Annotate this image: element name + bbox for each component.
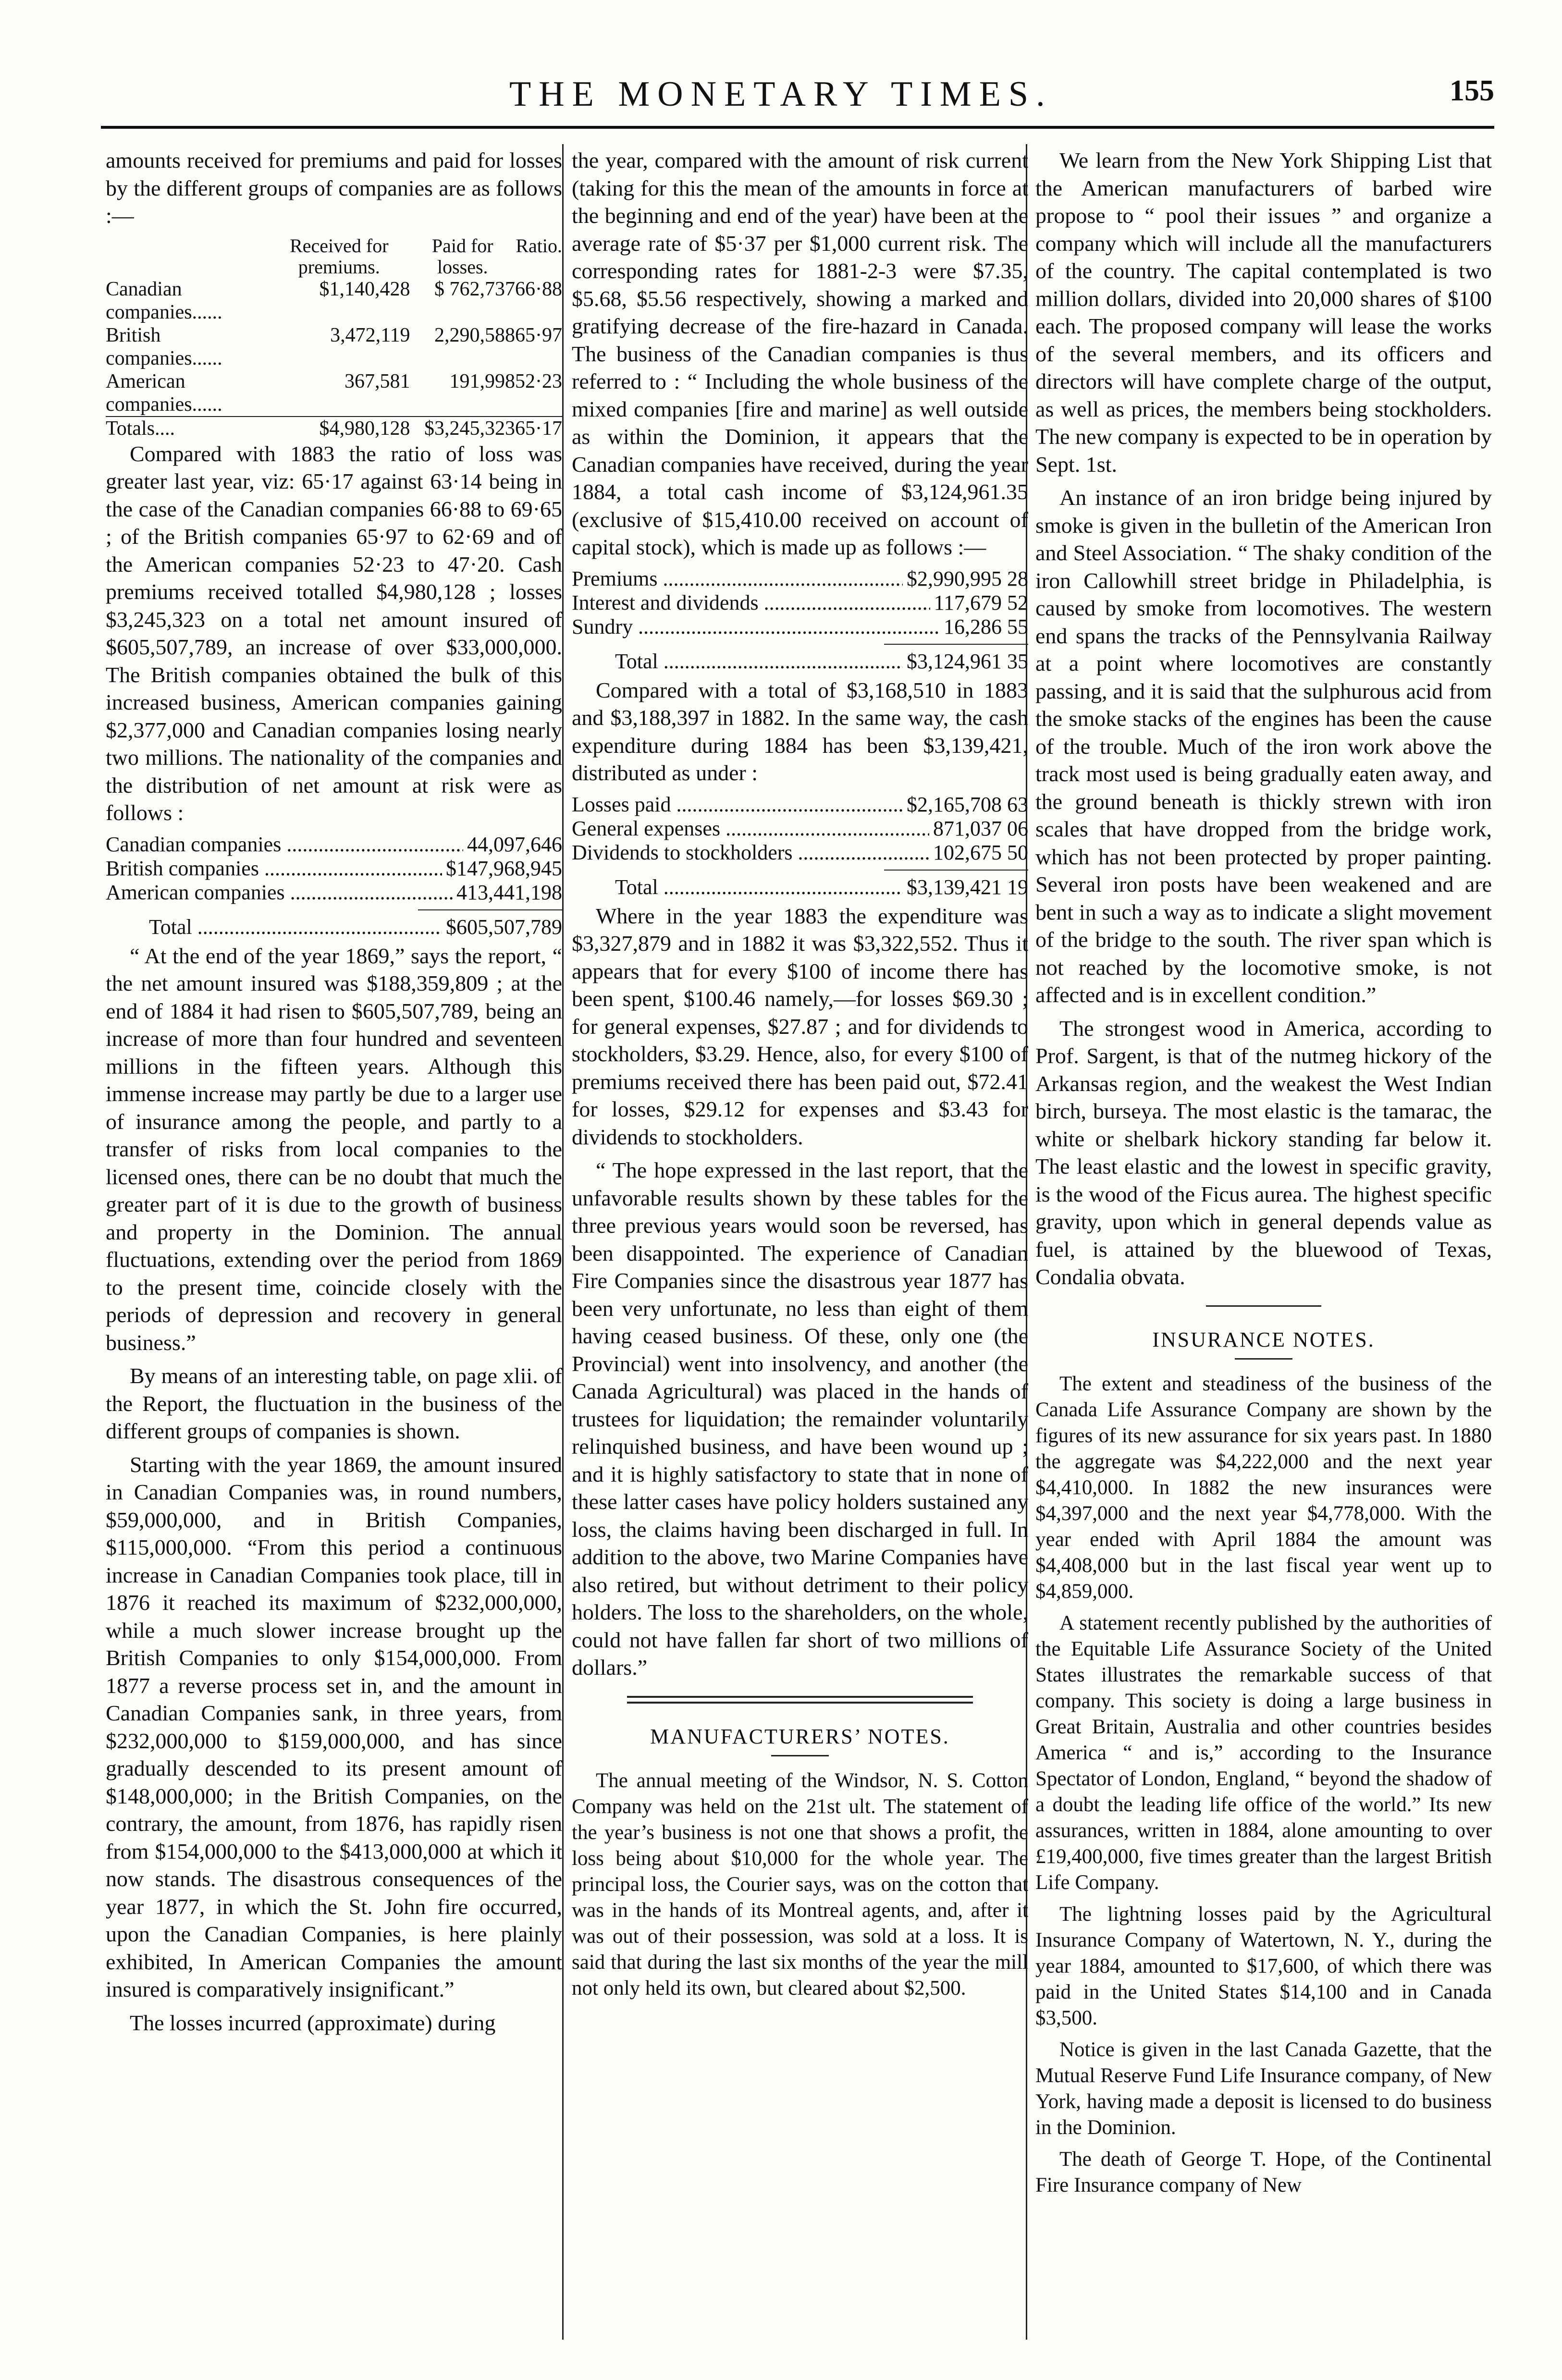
item-label: General expenses ..... <box>572 817 929 841</box>
page-header <box>101 67 1494 120</box>
cell-ratio: 65·17 <box>515 417 562 440</box>
total-rule <box>884 870 1028 871</box>
item-label: British companies ..... <box>106 857 442 881</box>
cell-received: $4,980,128 <box>319 417 410 440</box>
cell-received: $1,140,428 <box>319 278 410 300</box>
risk-distribution-list <box>106 833 562 939</box>
paragraph: Where in the year 1883 the expenditure was $3,327,879 and in 1882 it was $3,322,552. Thus it appears that for every $100 of income there has been spent, $100.46 namely,—for losses $69.30 ; for general expenses, $27.87 ; and for dividends to stockholders, $3.29. Hence, also, for every $100 of premiums received there has been paid out, $72.41 for losses, $29.12 for expenses and $3.43 for dividends to stockholders. <box>572 903 1028 1149</box>
list-item <box>572 841 1028 865</box>
table-header-row <box>106 235 562 278</box>
item-label: Sundry ..... <box>572 615 940 639</box>
paragraph: The death of George T. Hope, of the Continental Fire Insurance company of New <box>1035 2148 1492 2196</box>
item-value: $3,139,421 19 <box>907 875 1028 899</box>
item-label: Premiums ..... <box>572 567 903 591</box>
column-2 <box>572 147 1028 2337</box>
list-total <box>106 915 562 939</box>
page-number: 155 <box>1450 74 1494 107</box>
item-label: Losses paid ..... <box>572 793 903 817</box>
column-divider <box>562 144 564 2340</box>
column-header: Received for premiums. <box>290 234 389 278</box>
header-rule <box>101 126 1494 129</box>
premiums-losses-table <box>106 235 562 440</box>
item-value: $2,990,995 28 <box>907 566 1028 590</box>
paragraph: The lightning losses paid by the Agricultural Insurance Company of Watertown, N. Y., during the year 1884, amounted to $17,600, of which there was paid in the United States $14,100 and in Canada $3,500. <box>1035 1903 1492 2029</box>
paragraph: Notice is given in the last Canada Gazette, that the Mutual Reserve Fund Life Insurance company, of New York, having made a deposit is licensed to do business in the Dominion. <box>1035 2038 1492 2139</box>
column-header: Ratio. <box>516 234 562 257</box>
item-value: 117,679 52 <box>934 590 1028 614</box>
heading-rule <box>1235 1358 1292 1360</box>
paragraph: We learn from the New York Shipping List that the American manufacturers of barbed wire propose to “ pool their issues ” and organize a company which will include all the manufacturers of the country. The capital contemplated is two million dollars, divided into 20,000 shares of $100 each. The proposed company will lease the works of the several members, and its officers and directors will have complete charge of the output, as well as prices, the members being stockholders. The new company is expected to be in operation by Sept. 1st. <box>1035 148 1492 477</box>
item-value: 44,097,646 <box>467 832 562 856</box>
list-total <box>572 650 1028 674</box>
cell-paid: $3,245,323 <box>424 417 515 440</box>
column-header: Paid for losses. <box>431 234 493 278</box>
cell-paid: 2,290,588 <box>434 324 515 346</box>
paragraph: The annual meeting of the Windsor, N. S. Cotton Company was held on the 21st ult. The statement of the year’s business is not one that shows a profit, the loss being about $10,000 for the whole year. The principal loss, the Courier says, was on the cotton that was in the hands of its Montreal agents, and, after it was out of their possession, was sold at a loss. It is said that during the last six months of the year the mill not only held its own, but cleared about $2,500. <box>572 1769 1028 2000</box>
column-1 <box>106 147 562 2337</box>
cell-paid: $ 762,737 <box>434 278 515 300</box>
masthead-title: THE MONETARY TIMES. <box>509 74 1053 114</box>
item-label: Dividends to stockholders ..... <box>572 841 929 865</box>
paragraph: By means of an interesting table, on page xlii. of the Report, the fluctuation in the business of the different groups of companies is shown. <box>106 1363 562 1443</box>
paragraph: The strongest wood in America, according to Prof. Sargent, is that of the nutmeg hickory of the Arkansas region, and the weakest the West Indian birch, burseya. The most elastic is the tamarac, the white or shelbark hickory standing far below it. The least elastic and the lowest in specific gravity, is the wood of the Ficus aurea. The highest specific gravity, upon which in general depends value as fuel, is attained by the bluewood of Texas, Condalia obvata. <box>1035 1016 1492 1289</box>
list-item <box>572 615 1028 639</box>
income-list <box>572 567 1028 674</box>
list-item <box>106 881 562 905</box>
item-label: American companies ..... <box>106 881 453 905</box>
paragraph: the year, compared with the amount of risk current (taking for this the mean of the amounts in force at the beginning and end of the year) have been at the average rate of $5·37 per $1,000 current risk. The corresponding rates for 1881-2-3 were $7.35, $5.68, $5.56 respectively, showing a marked and gratifying decrease of the fire-hazard in Canada. The business of the Canadian companies is thus referred to : “ Including the whole business of the mixed companies [fire and marine] as well outside as within the Dominion, it appears that the Canadian companies have received, during the year 1884, a total cash income of $3,124,961.35 (exclusive of $15,410.00 received on account of capital stock), which is made up as follows :— <box>572 148 1028 559</box>
table-row <box>106 370 562 417</box>
cell-received: 3,472,119 <box>330 324 410 346</box>
item-value: $147,968,945 <box>446 856 562 880</box>
item-value: 102,675 50 <box>933 840 1028 864</box>
paragraph: The losses incurred (approximate) during <box>130 2010 496 2035</box>
paragraph: Compared with a total of $3,168,510 in 1883 and $3,188,397 in 1882. In the same way, the cash expenditure during 1884 has been $3,139,421, distributed as under : <box>572 677 1028 785</box>
paragraph: The extent and steadiness of the business of the Canada Life Assurance Company are shown by the figures of its new assurance for six years past. In 1880 the aggregate was $4,222,000 and the next year $4,410,000. In 1882 the new insurances were $4,397,000 and the next year $4,778,000. With the year ended with April 1884 the amount was $4,408,000 but in the last fiscal year went up to $4,859,000. <box>1035 1373 1492 1603</box>
list-item <box>106 833 562 857</box>
paragraph: “ At the end of the year 1869,” says the report, “ the net amount insured was $188,359,809 ; at the end of 1884 it had risen to $605,507,789, being an increase of more than four hundred and seventeen millions in the fifteen years. Although this immense increase may partly be due to a larger use of insurance among the people, and partly to a transfer of risks from local companies to the licensed ones, there can be no doubt that much the greater part of it is due to the growth of business and property in the Dominion. The annual fluctuations, extending over the period from 1869 to the present time, coincide closely with the periods of depression and recovery in general business.” <box>106 943 562 1355</box>
section-divider <box>1206 1305 1321 1307</box>
table-totals-row <box>106 417 562 440</box>
item-label: Total ..... <box>106 915 442 939</box>
expenditure-list <box>572 793 1028 899</box>
list-total <box>572 875 1028 899</box>
row-label: Canadian companies...... <box>106 278 222 323</box>
paragraph: Starting with the year 1869, the amount insured in Canadian Companies was, in round numbers, $59,000,000, and in British Companies, $115,000,000. “From this period a continuous increase in Canadian Companies took place, till in 1876 it reached its maximum of $232,000,000, while a much slower increase brought up the British Companies to only $154,000,000. From 1877 a reverse process set in, and the amount in Canadian Companies sank, in three years, from $232,000,000 to $159,000,000, and has since gradually descended to its present amount of $148,000,000; in the British Companies, on the contrary, the amount, from 1876, has rapidly risen from $154,000,000 to the $413,000,000 at which it now stands. The disastrous consequences of the year 1877, in which the St. John fire occurred, upon the Canadian Companies, is here plainly exhibited, In American Companies the amount insured is comparatively insignificant.” <box>106 1452 562 2001</box>
item-label: Interest and dividends ..... <box>572 591 930 615</box>
cell-received: 367,581 <box>344 370 410 393</box>
item-label: Total ..... <box>572 875 903 899</box>
list-item <box>106 857 562 881</box>
list-item <box>572 591 1028 615</box>
item-value: 16,286 55 <box>944 614 1028 638</box>
list-item <box>572 817 1028 841</box>
section-heading: INSURANCE NOTES. <box>1152 1327 1375 1351</box>
row-label: British companies...... <box>106 324 222 369</box>
item-label: Total ..... <box>572 650 903 674</box>
paragraph: Compared with 1883 the ratio of loss was greater last year, viz: 65·17 against 63·14 being in the case of the Canadian companies 66·88 to 69·65 ; of the British companies 65·97 to 62·69 and of the American companies 52·23 to 47·20. Cash premiums received totalled $4,980,128 ; losses $3,245,323 on a total net amount insured of $605,507,789, an increase of over $33,000,000. The British companies obtained the bulk of this increased business, American companies gaining $2,377,000 and Canadian companies losing nearly two millions. The nationality of the companies and the distribution of net amount at risk were as follows : <box>106 441 562 825</box>
total-rule <box>884 644 1028 645</box>
total-rule <box>418 909 562 910</box>
item-label: Canadian companies ..... <box>106 833 463 857</box>
table-row <box>106 324 562 370</box>
section-heading: MANUFACTURERS’ NOTES. <box>650 1724 950 1748</box>
row-label: Totals.... <box>106 417 175 440</box>
paragraph: A statement recently published by the authorities of the Equitable Life Assurance Society of the United States illustrates the remarkable success of that company. This society is doing a large business in Great Britain, Australia and other countries besides America “ and is,” according to the Insurance Spectator of London, England, “ beyond the shadow of a doubt the leading life office of the world.” Its new assurances, written in 1884, alone amounting to over £19,400,000, five times greater than the largest British Life Company. <box>1035 1612 1492 1894</box>
list-item <box>572 793 1028 817</box>
cell-ratio: 66·88 <box>515 278 562 300</box>
item-value: $2,165,708 63 <box>907 792 1028 816</box>
list-item <box>572 567 1028 591</box>
item-value: 413,441,198 <box>456 880 562 904</box>
cell-paid: 191,998 <box>449 370 515 393</box>
table-row <box>106 278 562 324</box>
item-value: 871,037 06 <box>933 816 1028 840</box>
section-divider <box>627 1696 973 1704</box>
heading-rule <box>771 1755 829 1756</box>
paragraph: An instance of an iron bridge being injured by smoke is given in the bulletin of the American Iron and Steel Association. “ The shaky condition of the iron Callowhill street bridge in Philadelphia, is caused by smoke from locomotives. The western end spans the tracks of the Pennsylvania Railway at a point where locomotives are constantly passing, and it is said that the sulphurous acid from the smoke stacks of the engines has been the cause of the trouble. Much of the iron work above the track most used is being gradually eaten away, and the ground beneath is thickly strewn with iron scales that have dropped from the bridge work, which has not been protected by proper painting. Several iron posts have been weakened and are bent in such a way as to indicate a slight movement of the bridge to the south. The river span which is not reached by the locomotive smoke, is not affected and is in excellent condition.” <box>1035 485 1492 1007</box>
item-value: $3,124,961 35 <box>907 649 1028 673</box>
paragraph: “ The hope expressed in the last report, that the unfavorable results shown by these tables for the three previous years would soon be reversed, has been disappointed. The experience of Canadian Fire Companies since the disastrous year 1877 has been very unfortunate, no less than eight of them having ceased business. Of these, only one (the Provincial) went into insolvency, and another (the Canada Agricultural) was placed in the hands of trustees for liquidation; the remainder voluntarily relinquished business, and have been wound up ; and it is highly satisfactory to state that in none of these latter cases have policy holders sustained any loss, the claims having been discharged in full. In addition to the above, two Marine Companies have also retired, but without detriment to their policy holders. The loss to the shareholders, on the whole, could not have fallen far short of two millions of dollars.” <box>572 1158 1028 1680</box>
paragraph: amounts received for premiums and paid for losses by the different groups of companies are as follows :— <box>106 148 562 228</box>
row-label: American companies...... <box>106 370 222 416</box>
cell-ratio: 52·23 <box>515 370 562 393</box>
cell-ratio: 65·97 <box>515 324 562 346</box>
column-3 <box>1035 147 1492 2337</box>
item-value: $605,507,789 <box>446 915 562 939</box>
